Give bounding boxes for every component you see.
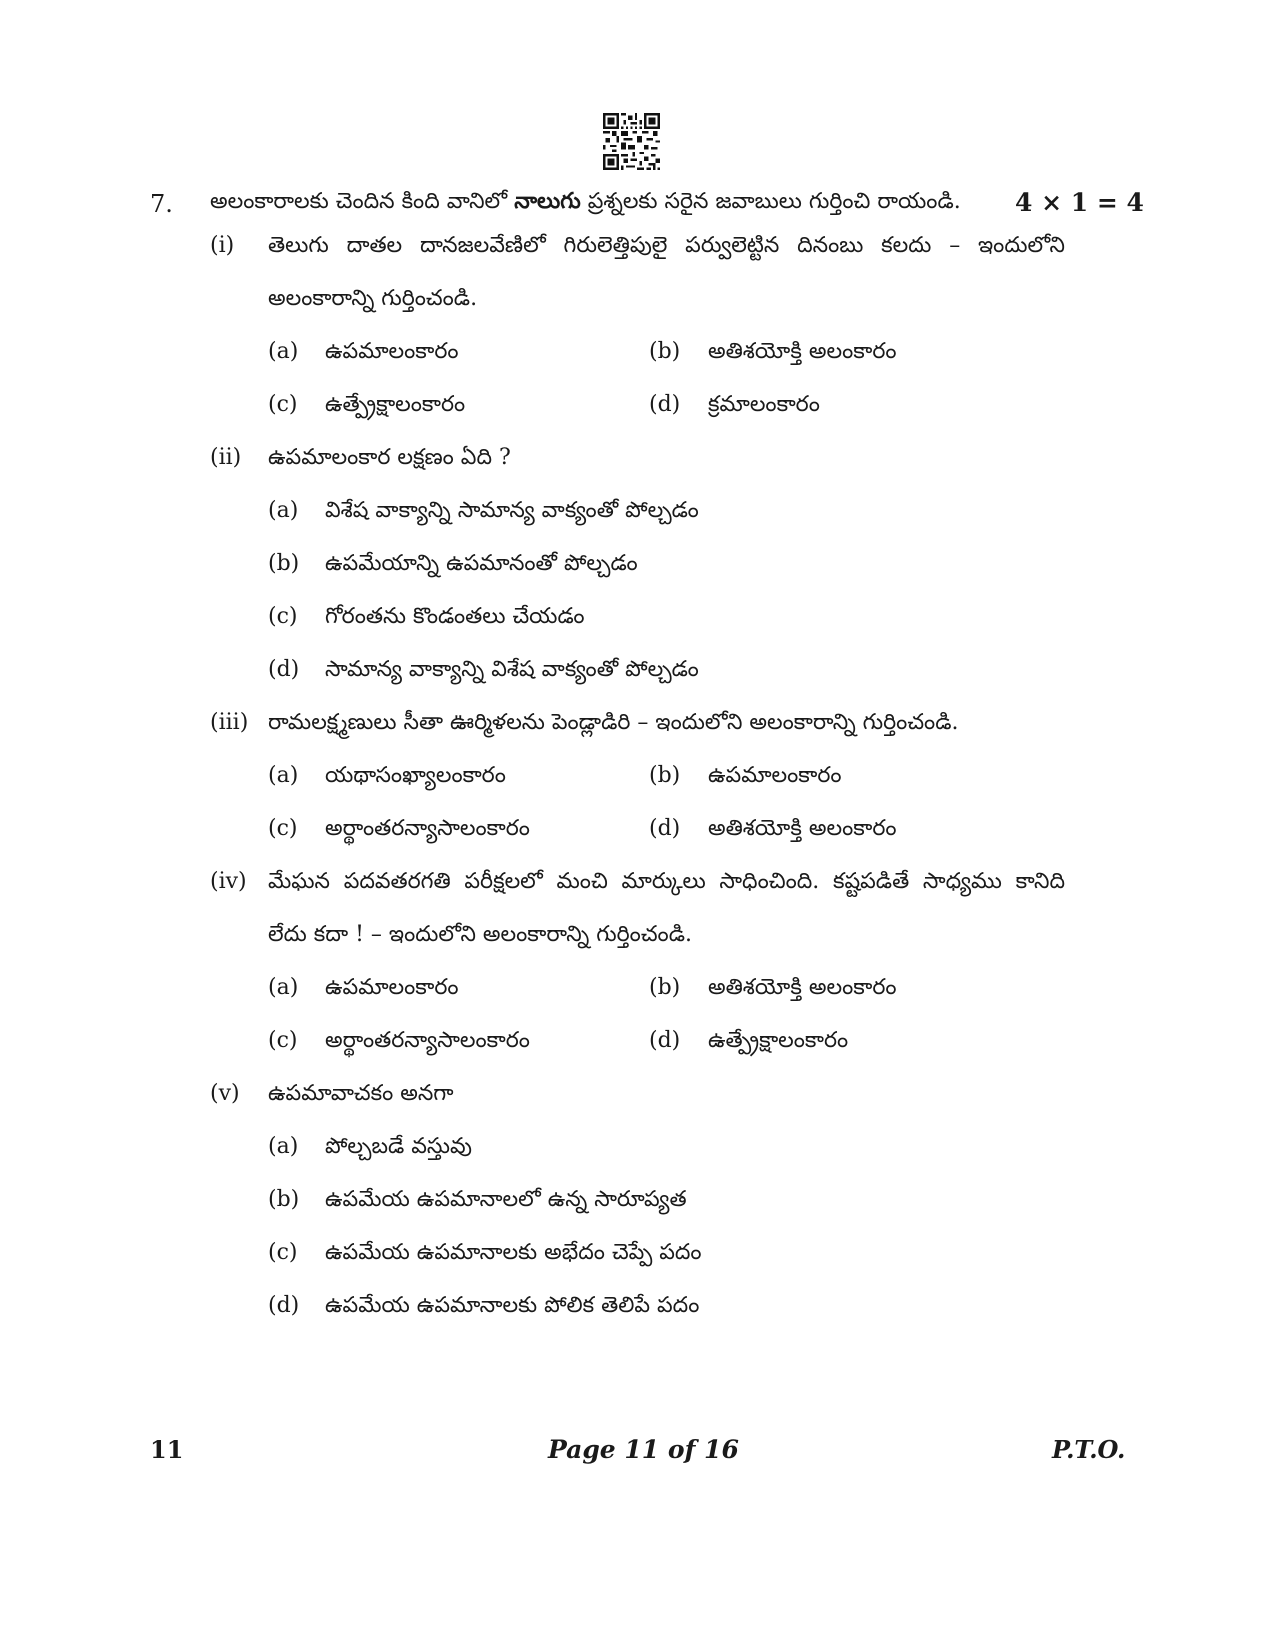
option-label: (a) [268, 1134, 299, 1159]
sub-question-stem-iv-line1: మేఘన పదవతరగతి పరీక్షలలో మంచి మార్కులు సాధించింది. కష్టపడితే సాధ్యము కానిది [268, 869, 1065, 894]
option-label: (c) [268, 392, 298, 417]
please-turn-over: P.T.O. [1052, 1435, 1126, 1464]
option-text: క్రమాలంకారం [708, 392, 820, 417]
option-label: (d) [268, 1293, 300, 1318]
option-text: అర్థాంతరన్యాసాలంకారం [325, 1028, 530, 1053]
option-label: (a) [268, 339, 299, 364]
question-instruction [210, 188, 961, 219]
option-text: యథాసంఖ్యాలంకారం [325, 763, 506, 788]
option-label: (b) [268, 1187, 300, 1212]
page-number: Page 11 of 16 [548, 1435, 739, 1464]
option-label: (c) [268, 1028, 298, 1053]
option-label: (b) [268, 551, 300, 576]
sub-question-label-iv: (iv) [210, 869, 247, 894]
option-text: విశేష వాక్యాన్ని సామాన్య వాక్యంతో పోల్చడం [325, 498, 699, 523]
option-label: (a) [268, 975, 299, 1000]
sub-question-label-v: (v) [210, 1081, 240, 1106]
sub-question-stem-i-line1: తెలుగు దాతల దానజలవేణిలో గిరులెత్తిపులై పర్వులెట్టిన దినంబు కలదు – ఇందులోని [268, 233, 1065, 258]
option-label: (b) [649, 975, 681, 1000]
option-text: సామాన్య వాక్యాన్ని విశేష వాక్యంతో పోల్చడం [325, 657, 699, 682]
option-label: (d) [649, 392, 681, 417]
option-text: అర్థాంతరన్యాసాలంకారం [325, 816, 530, 841]
qr-code-icon [603, 113, 660, 170]
option-label: (b) [649, 339, 681, 364]
option-text: ఉత్ప్రేక్షాలంకారం [708, 1028, 849, 1053]
option-label: (a) [268, 498, 299, 523]
sub-question-label-i: (i) [210, 233, 235, 258]
option-label: (d) [649, 816, 681, 841]
option-label: (a) [268, 763, 299, 788]
sub-question-stem-ii: ఉపమాలంకార లక్షణం ఏది ? [268, 445, 511, 470]
option-text: అతిశయోక్తి అలంకారం [708, 816, 897, 841]
option-text: ఉపమేయ ఉపమానాలకు అభేదం చెప్పే పదం [325, 1240, 702, 1265]
option-text: ఉపమాలంకారం [325, 975, 459, 1000]
option-text: గోరంతను కొండంతలు చేయడం [325, 604, 585, 629]
sub-question-label-ii: (ii) [210, 445, 242, 470]
marks-allocation: 4 × 1 = 4 [1015, 188, 1144, 217]
sub-question-stem-v: ఉపమావాచకం అనగా [268, 1081, 454, 1106]
instruction-bold-word: నాలుగు [514, 188, 581, 214]
option-label: (c) [268, 604, 298, 629]
option-text: ఉపమేయ ఉపమానాలకు పోలిక తెలిపే పదం [325, 1293, 700, 1318]
option-label: (c) [268, 1240, 298, 1265]
page-code: 11 [150, 1435, 184, 1464]
option-text: అతిశయోక్తి అలంకారం [708, 339, 897, 364]
option-label: (c) [268, 816, 298, 841]
option-label: (b) [649, 763, 681, 788]
option-text: ఉపమేయాన్ని ఉపమానంతో పోల్చడం [325, 551, 638, 576]
option-label: (d) [649, 1028, 681, 1053]
option-text: పోల్చబడే వస్తువు [325, 1134, 472, 1159]
option-text: ఉపమాలంకారం [325, 339, 459, 364]
sub-question-label-iii: (iii) [210, 710, 249, 735]
instruction-part-2: ప్రశ్నలకు సరైన జవాబులు గుర్తించి రాయండి. [580, 189, 961, 214]
option-label: (d) [268, 657, 300, 682]
sub-question-stem-i-line2: అలంకారాన్ని గుర్తించండి. [268, 286, 478, 311]
instruction-part-1: అలంకారాలకు చెందిన కింది వానిలో [210, 189, 515, 214]
sub-question-stem-iii: రామలక్ష్మణులు సీతా ఊర్మిళలను పెండ్లాడిరి – ఇందులోని అలంకారాన్ని గుర్తించండి. [268, 710, 959, 735]
sub-question-stem-iv-line2: లేదు కదా ! – ఇందులోని అలంకారాన్ని గుర్తించండి. [268, 922, 692, 947]
option-text: అతిశయోక్తి అలంకారం [708, 975, 897, 1000]
question-number: 7. [150, 190, 173, 218]
option-text: ఉత్ప్రేక్షాలంకారం [325, 392, 466, 417]
option-text: ఉపమాలంకారం [708, 763, 842, 788]
option-text: ఉపమేయ ఉపమానాలలో ఉన్న సారూప్యత [325, 1187, 687, 1212]
